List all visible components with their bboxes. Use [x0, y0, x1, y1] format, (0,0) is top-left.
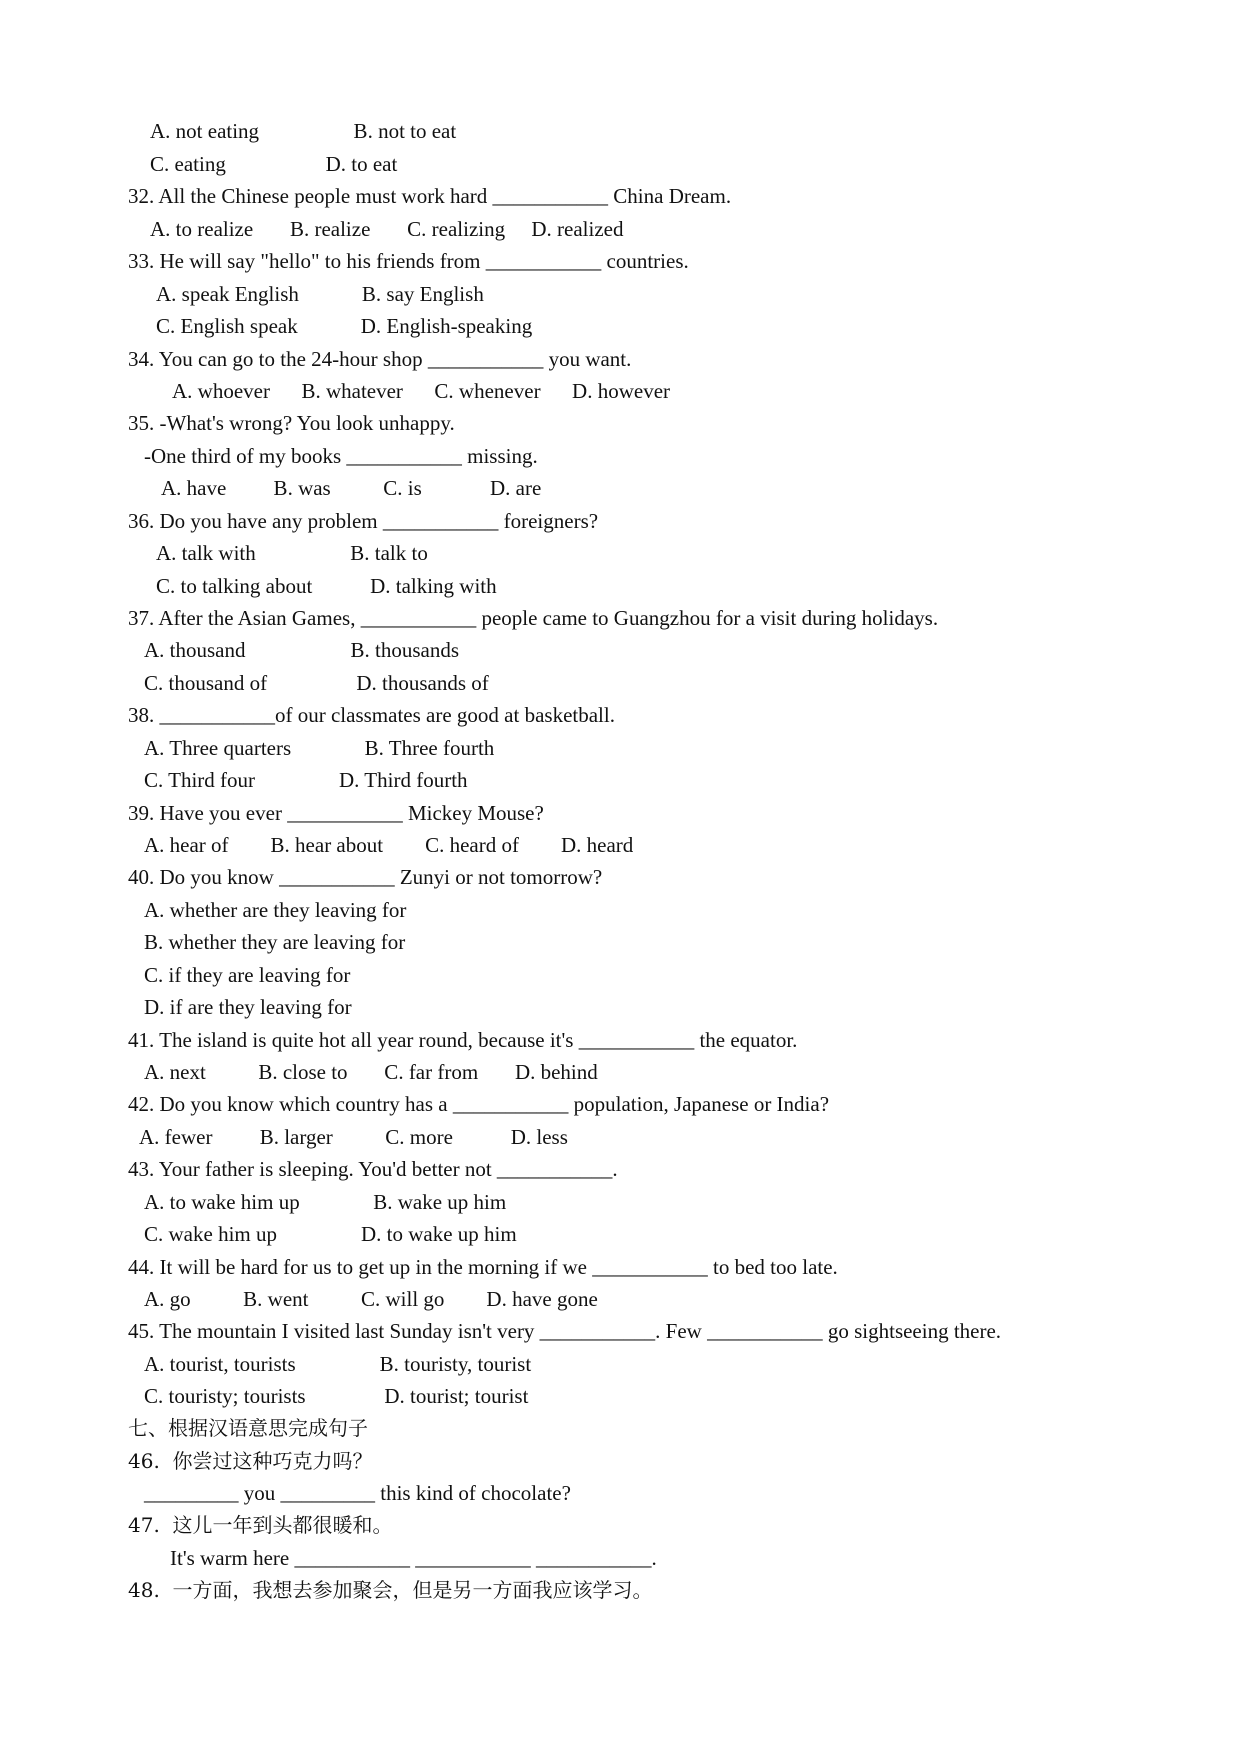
text-line: 45. The mountain I visited last Sunday isn't very ___________. Few ___________ go sightseeing there.: [128, 1319, 1002, 1343]
text-line: A. speak English B. say English: [156, 282, 484, 306]
text-line: D. if are they leaving for: [144, 995, 352, 1019]
text-line: _________ you _________ this kind of chocolate?: [144, 1481, 571, 1505]
text-line: 38. ___________of our classmates are good at basketball.: [128, 703, 615, 727]
text-line: 36. Do you have any problem ___________ foreigners?: [128, 509, 599, 533]
text-line: 七、根据汉语意思完成句子: [128, 1416, 368, 1440]
text-line: 34. You can go to the 24-hour shop ___________ you want.: [128, 347, 632, 371]
text-line: A. whoever B. whatever C. whenever D. however: [172, 379, 671, 403]
text-line: A. talk with B. talk to: [156, 541, 428, 565]
text-line: C. thousand of D. thousands of: [144, 671, 489, 695]
text-line: A. to realize B. realize C. realizing D. realized: [150, 217, 624, 241]
text-line: 42. Do you know which country has a ___________ population, Japanese or India?: [128, 1092, 830, 1116]
text-line: C. if they are leaving for: [144, 963, 351, 987]
text-line: 44. It will be hard for us to get up in the morning if we ___________ to bed too late.: [128, 1255, 838, 1279]
text-line: A. tourist, tourists B. touristy, tourist: [144, 1352, 532, 1376]
text-line: A. to wake him up B. wake up him: [144, 1190, 507, 1214]
text-line: A. Three quarters B. Three fourth: [144, 736, 495, 760]
text-line: A. go B. went C. will go D. have gone: [144, 1287, 598, 1311]
text-line: C. to talking about D. talking with: [156, 574, 497, 598]
text-line: 39. Have you ever ___________ Mickey Mouse?: [128, 801, 544, 825]
text-line: A. next B. close to C. far from D. behind: [144, 1060, 598, 1084]
text-line: C. wake him up D. to wake up him: [144, 1222, 517, 1246]
text-line: A. whether are they leaving for: [144, 898, 407, 922]
text-line: C. touristy; tourists D. tourist; tourist: [144, 1384, 529, 1408]
text-line: A. not eating B. not to eat: [150, 119, 457, 143]
text-line: A. have B. was C. is D. are: [161, 476, 542, 500]
text-line: 35. -What's wrong? You look unhappy.: [128, 411, 455, 435]
text-line: 47. 这儿一年到头都很暖和。: [128, 1513, 393, 1537]
text-line: 43. Your father is sleeping. You'd better not ___________.: [128, 1157, 618, 1181]
text-line: A. hear of B. hear about C. heard of D. heard: [144, 833, 634, 857]
text-line: 32. All the Chinese people must work hard ___________ China Dream.: [128, 184, 732, 208]
text-line: A. thousand B. thousands: [144, 638, 459, 662]
text-line: 37. After the Asian Games, ___________ people came to Guangzhou for a visit during holidays.: [128, 606, 939, 630]
text-line: A. fewer B. larger C. more D. less: [139, 1125, 568, 1149]
text-line: C. English speak D. English-speaking: [156, 314, 533, 338]
text-line: 46. 你尝过这种巧克力吗？: [128, 1449, 373, 1473]
text-line: 48. 一方面，我想去参加聚会，但是另一方面我应该学习。: [128, 1578, 653, 1602]
text-line: 33. He will say "hello" to his friends from ___________ countries.: [128, 249, 689, 273]
text-line: 40. Do you know ___________ Zunyi or not tomorrow?: [128, 865, 603, 889]
text-line: C. eating D. to eat: [150, 152, 398, 176]
text-line: C. Third four D. Third fourth: [144, 768, 468, 792]
text-line: It's warm here ___________ ___________ ___________.: [170, 1546, 657, 1570]
text-line: -One third of my books ___________ missing.: [144, 444, 538, 468]
text-line: B. whether they are leaving for: [144, 930, 406, 954]
text-line: 41. The island is quite hot all year round, because it's ___________ the equator.: [128, 1028, 798, 1052]
